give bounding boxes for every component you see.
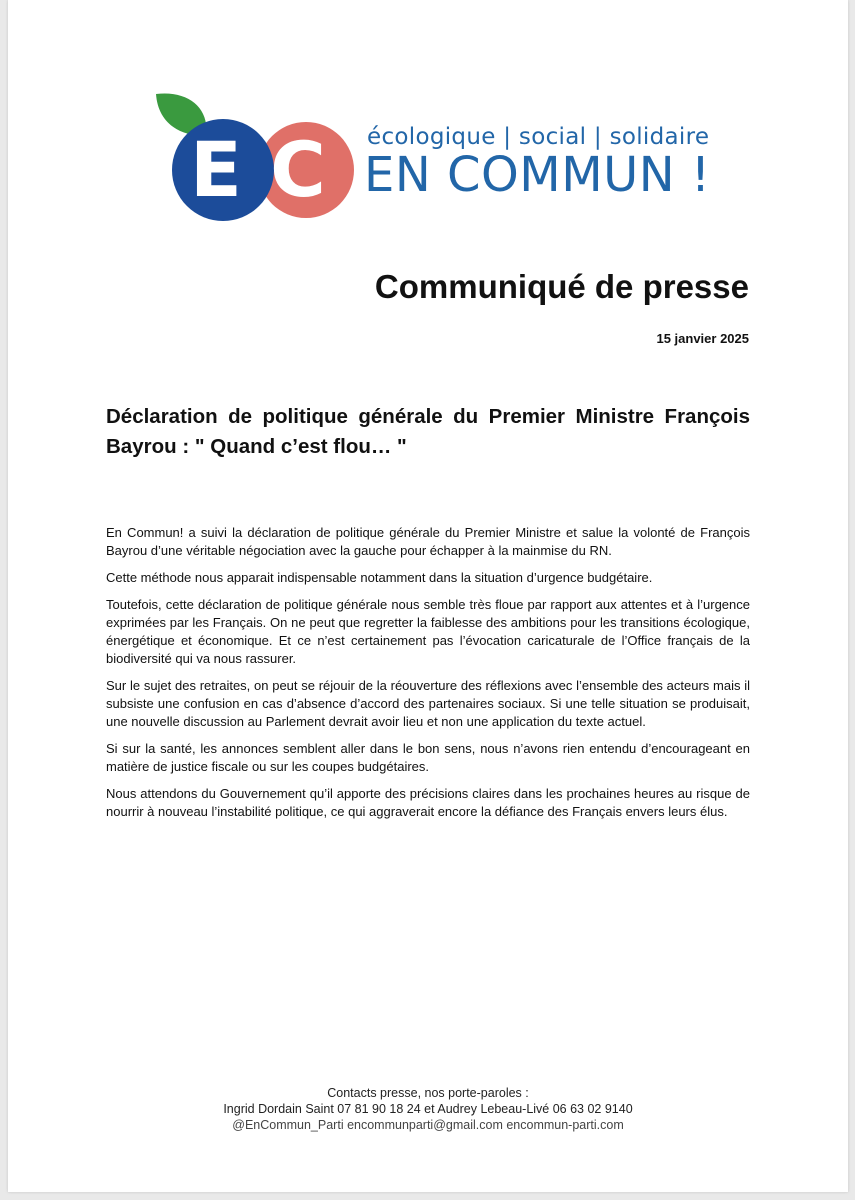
body-paragraph: Si sur la santé, les annonces semblent aller dans le bon sens, nous n’avons rien entendu d’encourageant en matière de justice fiscale ou sur les coupes budgétaires.	[106, 741, 750, 774]
contacts-social-links[interactable]: @EnCommun_Parti encommunparti@gmail.com encommun-parti.com	[232, 1118, 624, 1132]
logo-letter-e: E	[190, 125, 242, 214]
press-contacts	[8, 1085, 848, 1133]
body-paragraph: En Commun! a suivi la déclaration de politique générale du Premier Ministre et salue la volonté de François Bayrou d’une véritable négociation avec la gauche pour échapper à la mainmise du RN.	[106, 525, 750, 558]
body-paragraph: Cette méthode nous apparait indispensable notamment dans la situation d’urgence budgétaire.	[106, 570, 653, 585]
document-type-title: Communiqué de presse	[374, 268, 749, 305]
press-release-body	[106, 524, 750, 830]
press-release-headline: Déclaration de politique générale du Premier Ministre François Bayrou : " Quand c’est flou… "	[106, 405, 750, 458]
body-paragraph: Nous attendons du Gouvernement qu’il apporte des précisions claires dans les prochaines heures au risque de nourrir à nouveau l’instabilité politique, ce qui aggraverait encore la défiance des Français envers leurs élus.	[106, 786, 750, 819]
en-commun-logo	[148, 92, 368, 227]
document-page	[8, 0, 848, 1192]
contacts-spokespersons: Ingrid Dordain Saint 07 81 90 18 24 et Audrey Lebeau-Livé 06 63 02 9140	[223, 1102, 633, 1116]
logo-letter-c: C	[270, 125, 326, 214]
brand-name: EN COMMUN !	[364, 147, 711, 203]
body-paragraph: Sur le sujet des retraites, on peut se réjouir de la réouverture des réflexions avec l’ensemble des acteurs mais il subsiste une confusion en cas d’absence d’accord des partenaires sociaux. Si une telle situation se produisait, une nouvelle discussion au Parlement devrait avoir lieu et non une application du texte actuel.	[106, 678, 750, 729]
document-date: 15 janvier 2025	[656, 331, 749, 346]
contacts-heading: Contacts presse, nos porte-paroles :	[327, 1086, 529, 1100]
brand-tagline: écologique | social | solidaire	[367, 124, 710, 150]
body-paragraph: Toutefois, cette déclaration de politique générale nous semble très floue par rapport aux attentes et à l’urgence exprimées par les Français. On ne peut que regretter la faiblesse des ambitions pour les transitions écologique, énergétique et économique. Et ce n’est certainement pas l’évocation caricaturale de l’Office français de la biodiversité qui va nous rassurer.	[106, 597, 750, 666]
